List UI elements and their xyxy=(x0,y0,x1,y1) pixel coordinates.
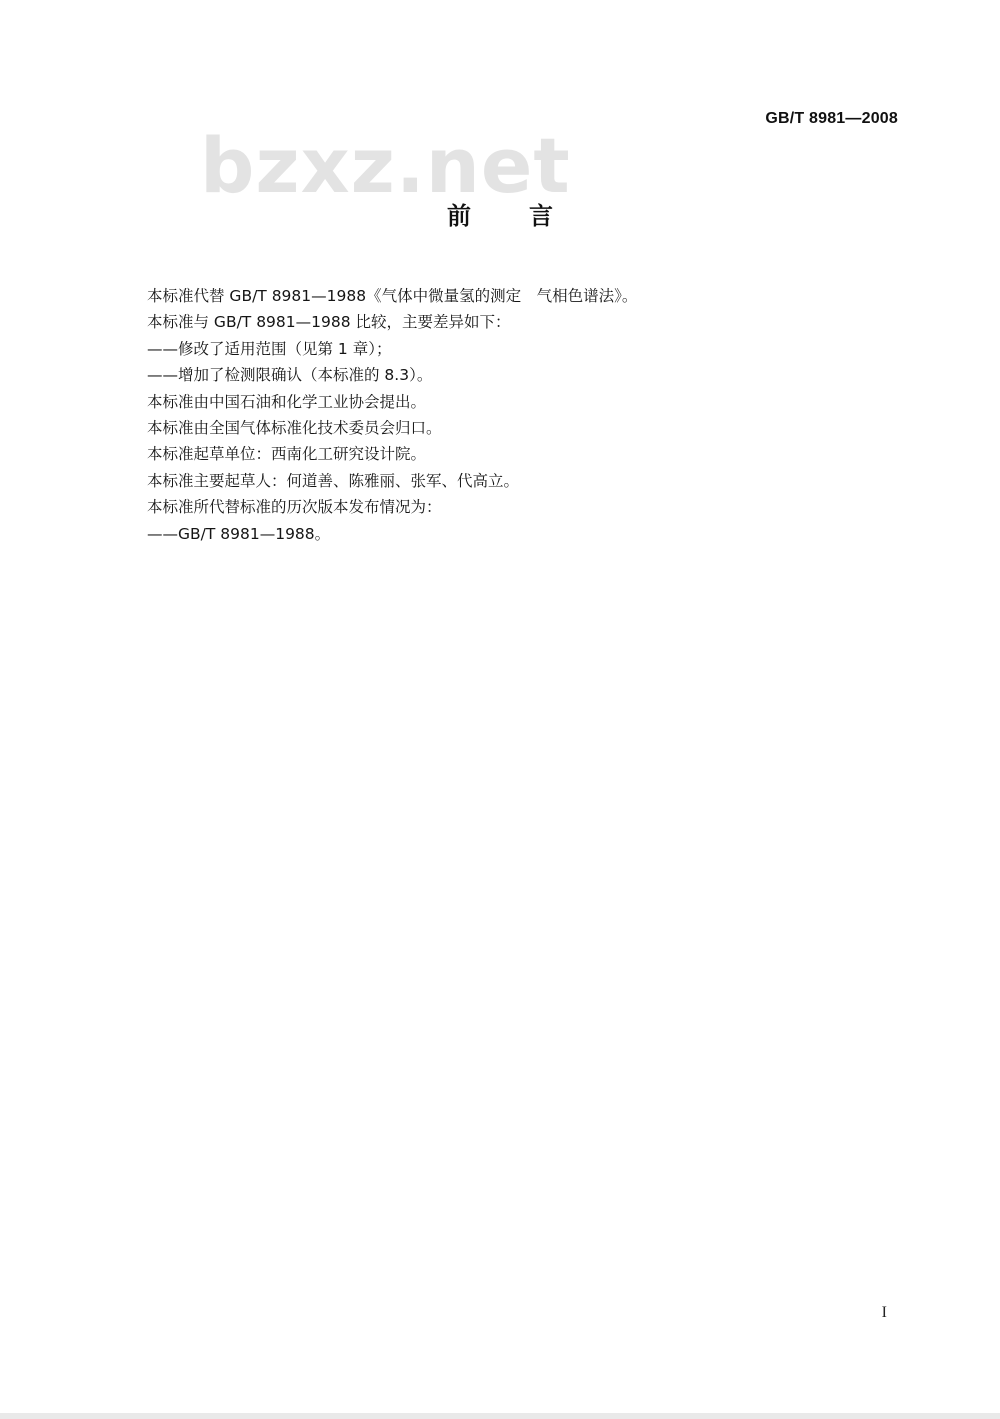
list-item-previous-edition: ——GB/T 8981—1988。 xyxy=(147,524,331,543)
page-number: I xyxy=(881,1304,887,1321)
standard-code: GB/T 8981—2008 xyxy=(765,110,898,127)
page-title: 前言 xyxy=(447,202,611,230)
paragraph-replaces: 本标准代替 GB/T 8981—1988《气体中微量氢的测定 气相色谱法》。 xyxy=(147,287,638,305)
page-bottom-edge xyxy=(0,1413,1000,1419)
paragraph-drafting-unit: 本标准起草单位：西南化工研究设计院。 xyxy=(147,445,427,464)
list-item-detection-limit: ——增加了检测限确认（本标准的 8.3）。 xyxy=(147,366,433,385)
paragraph-centralized-by: 本标准由全国气体标准化技术委员会归口。 xyxy=(147,418,442,437)
paragraph-drafters: 本标准主要起草人：何道善、陈雅丽、张军、代高立。 xyxy=(147,471,520,490)
watermark-text: bzxz.net xyxy=(200,121,571,210)
foreword-body xyxy=(147,283,867,547)
paragraph-proposed-by: 本标准由中国石油和化学工业协会提出。 xyxy=(147,392,427,411)
list-item-scope: ——修改了适用范围（见第 1 章）； xyxy=(147,339,392,358)
paragraph-history: 本标准所代替标准的历次版本发布情况为： xyxy=(147,498,442,517)
paragraph-differences: 本标准与 GB/T 8981—1988 比较，主要差异如下： xyxy=(147,313,511,332)
